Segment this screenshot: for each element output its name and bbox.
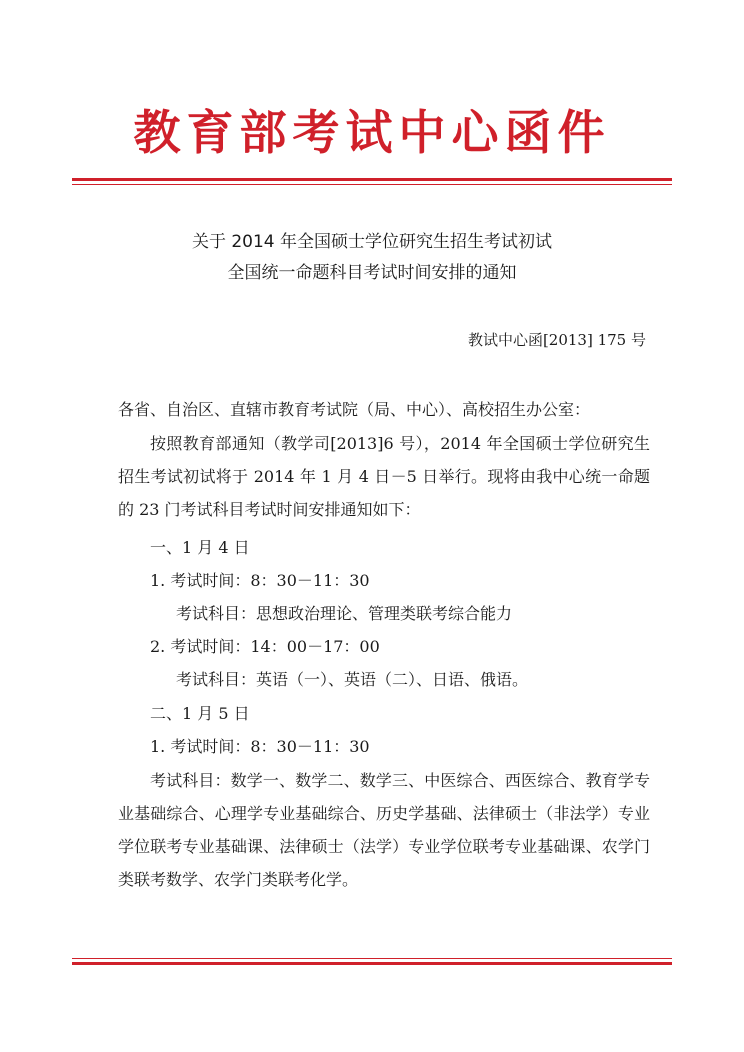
header-rule-thick xyxy=(72,178,672,181)
notice-title-line-1: 关于 2014 年全国硕士学位研究生招生考试初试 xyxy=(191,232,553,252)
day2-session1-time: 1. 考试时间：8：30－11：30 xyxy=(150,737,370,756)
salutation: 各省、自治区、直辖市教育考试院（局、中心）、高校招生办公室： xyxy=(118,400,591,419)
day1-session2-time: 2. 考试时间：14：00－17：00 xyxy=(150,637,380,656)
day1-session1-subjects: 考试科目：思想政治理论、管理类联考综合能力 xyxy=(176,604,513,623)
day1-session1-time: 1. 考试时间：8：30－11：30 xyxy=(150,571,370,590)
intro-paragraph: 按照教育部通知（教学司[2013]6 号），2014 年全国硕士学位研究生招生考试初试将于 2014 年 1 月 4 日－5 日举行。现将由我中心统一命题的 23 门考试科目考试时间安排通知如下： xyxy=(118,434,650,519)
day2-session1-subjects: 考试科目：数学一、数学二、数学三、中医综合、西医综合、教育学专业基础综合、心理学专业基础综合、历史学基础、法律硕士（非法学）专业学位联考专业基础课、法律硕士（法学）专业学位联考专业基础课、农学门类联考数学、农学门类联考化学。 xyxy=(118,771,650,889)
day1-session2-subjects: 考试科目：英语（一）、英语（二）、日语、俄语。 xyxy=(176,670,529,689)
document-number: 教试中心函[2013] 175 号 xyxy=(467,331,646,349)
day2-heading: 二、1 月 5 日 xyxy=(150,704,250,723)
letterhead-title: 教育部考试中心函件 xyxy=(133,106,611,161)
day1-heading: 一、1 月 4 日 xyxy=(150,538,250,557)
footer-rule-thick xyxy=(72,962,672,965)
notice-title-line-2: 全国统一命题科目考试时间安排的通知 xyxy=(227,263,517,283)
footer-rule-thin xyxy=(72,958,672,959)
header-rule-thin xyxy=(72,184,672,185)
